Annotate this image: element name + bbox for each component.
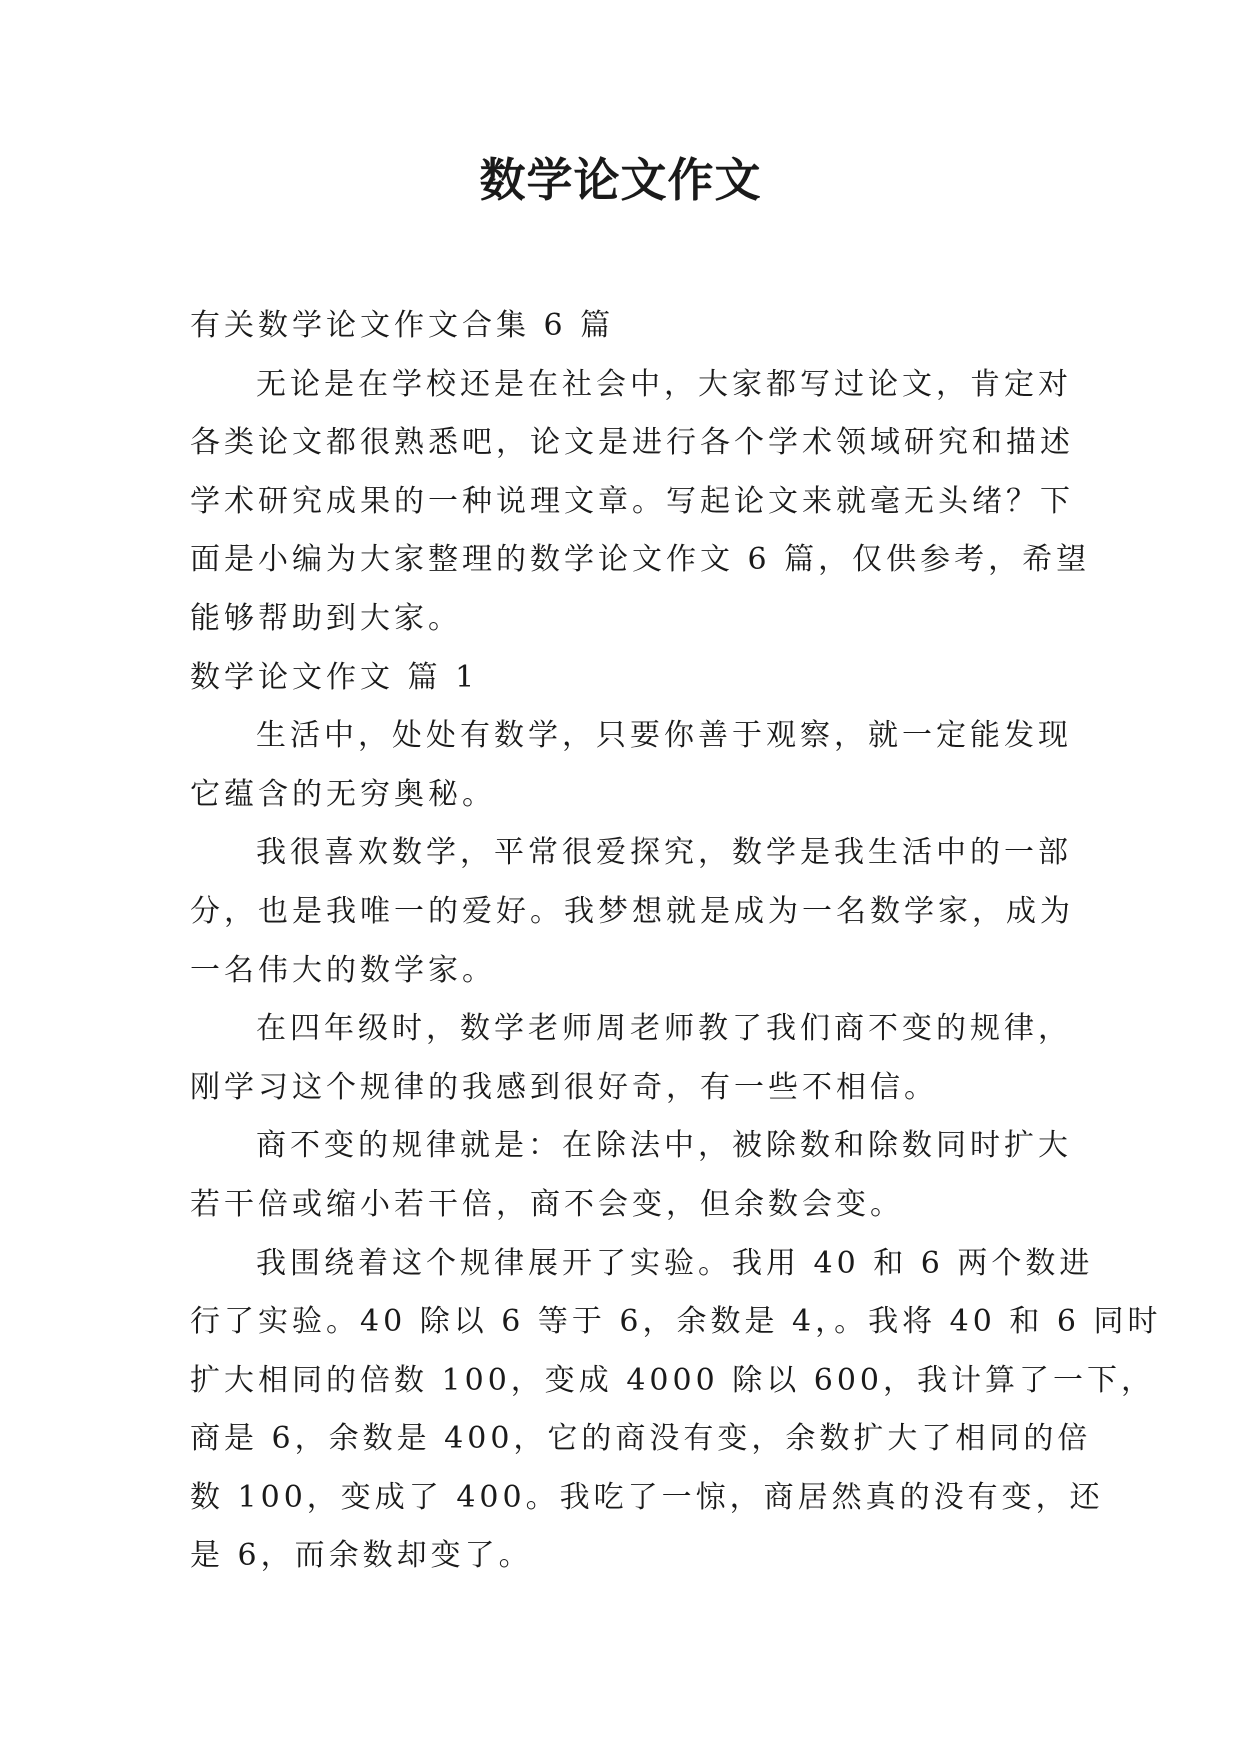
text-line: 各类论文都很熟悉吧，论文是进行各个学术领域研究和描述 — [190, 425, 1074, 461]
text-line: 我围绕着这个规律展开了实验。我用 40 和 6 两个数进 — [256, 1245, 1094, 1281]
text-line: 一名伟大的数学家。 — [190, 952, 496, 988]
text-line: 在四年级时，数学老师周老师教了我们商不变的规律， — [256, 1011, 1072, 1047]
text-line: 数学论文作文 篇 1 — [190, 659, 479, 695]
text-line: 商不变的规律就是：在除法中，被除数和除数同时扩大 — [256, 1128, 1072, 1164]
document-title: 数学论文作文 — [479, 153, 762, 207]
text-line: 面是小编为大家整理的数学论文作文 6 篇，仅供参考，希望 — [190, 542, 1091, 578]
text-line: 无论是在学校还是在社会中，大家都写过论文，肯定对 — [256, 366, 1072, 402]
text-line: 我很喜欢数学，平常很爱探究，数学是我生活中的一部 — [256, 835, 1072, 871]
text-line: 分，也是我唯一的爱好。我梦想就是成为一名数学家，成为 — [190, 893, 1074, 929]
text-line: 能够帮助到大家。 — [190, 600, 462, 636]
text-line: 行了实验。40 除以 6 等于 6，余数是 4，。我将 40 和 6 同时 — [190, 1304, 1162, 1340]
document-body — [190, 297, 1162, 1586]
text-line: 刚学习这个规律的我感到很好奇，有一些不相信。 — [190, 1069, 938, 1105]
text-line: 若干倍或缩小若干倍，商不会变，但余数会变。 — [190, 1186, 904, 1222]
text-line: 商是 6，余数是 400，它的商没有变，余数扩大了相同的倍 — [190, 1421, 1092, 1457]
text-line: 它蕴含的无穷奥秘。 — [190, 776, 496, 812]
text-line: 是 6，而余数却变了。 — [190, 1538, 533, 1574]
text-line: 扩大相同的倍数 100，变成 4000 除以 600，我计算了一下， — [190, 1362, 1156, 1398]
text-line: 数 100，变成了 400。我吃了一惊，商居然真的没有变，还 — [190, 1479, 1104, 1515]
text-line: 生活中，处处有数学，只要你善于观察，就一定能发现 — [256, 718, 1072, 754]
text-line: 学术研究成果的一种说理文章。写起论文来就毫无头绪？下 — [190, 483, 1074, 519]
text-line: 有关数学论文作文合集 6 篇 — [190, 308, 615, 343]
